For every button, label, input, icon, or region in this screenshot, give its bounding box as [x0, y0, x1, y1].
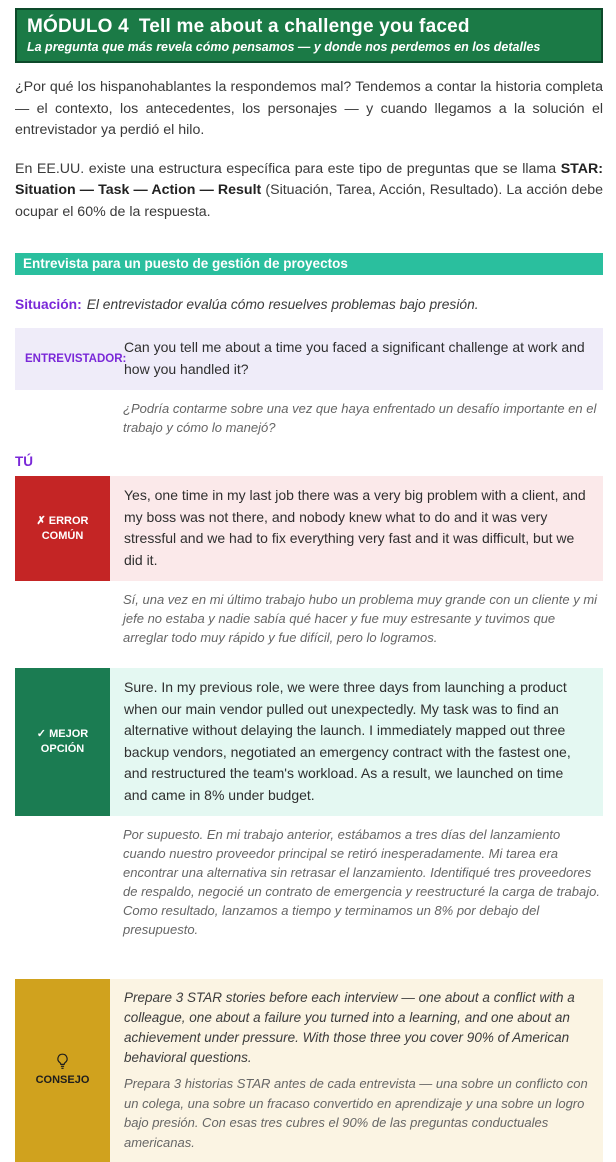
tip-badge	[15, 979, 110, 1162]
common-error-answer-es: Sí, una vez en mi último trabajo hubo un problema muy grande con un cliente y mi jefe no estaba y nadie sabía qué hacer y fue muy estresante y tuvimos que arreglar todo muy rápido y fue difícil, pero lo logramos.	[123, 592, 598, 645]
common-error-row	[15, 476, 603, 581]
intro-p2-prefix: En EE.UU. existe una estructura específica para este tipo de preguntas que se llama	[15, 160, 561, 177]
x-mark-icon: ✗	[36, 514, 46, 527]
lightbulb-icon	[56, 1053, 69, 1071]
you-label: TÚ	[15, 454, 33, 469]
interviewer-row	[15, 328, 603, 390]
tip-row	[15, 979, 603, 1162]
scenario-line	[15, 297, 603, 312]
better-option-answer-en: Sure. In my previous role, we were three days from launching a product when our main vendor pulled out unexpectedly. My task was to find an alternative without delaying the launch. I immediately mapped out three backup vendors, negotiated an emergency contract with the fastest one, and restructured the team's workload. As a result, we launched on time and came in 8% under budget.	[110, 668, 603, 816]
tip-text-en: Prepare 3 STAR stories before each interview — one about a conflict with a colleague, one about a failure you turned into a learning, and one about an achievement under pressure. With those three you cover 90% of American behavioral questions.	[124, 990, 575, 1065]
tip-label: CONSEJO	[35, 1074, 90, 1086]
better-option-answer-es: Por supuesto. En mi trabajo anterior, estábamos a tres días del lanzamiento cuando nuestro proveedor principal se retiró inesperadamente. Mi tarea era encontrar una alternativa sin retrasar el lanzamiento. Identifiqué tres proveedores de respaldo, negocié un contrato de emergencia y reestructuré la carga de trabajo. Como resultado, lanzamos a tiempo y terminamos un 8% por debajo del presupuesto.	[123, 827, 600, 937]
better-option-badge-line1	[37, 727, 88, 742]
section-title-bar: Entrevista para un puesto de gestión de proyectos	[15, 253, 603, 275]
common-error-answer-en: Yes, one time in my last job there was a very big problem with a client, and my boss was not there, and nobody knew what to do and it was very stressful and we had to fix everything very fast and it was difficult, but we did it.	[110, 476, 603, 581]
intro-section	[15, 77, 603, 223]
better-option-row	[15, 668, 603, 816]
better-option-label-1: MEJOR	[49, 728, 89, 740]
module-number-label: MÓDULO 4	[27, 16, 129, 37]
common-error-label-2: COMÚN	[41, 529, 84, 542]
module-title-text: Tell me about a challenge you faced	[138, 16, 470, 37]
intro-paragraph-2	[15, 159, 603, 224]
common-error-badge	[15, 476, 110, 581]
interviewer-question-es: ¿Podría contarme sobre una vez que haya enfrentado un desafío importante en el trabajo y cómo lo manejó?	[123, 401, 597, 435]
intro-p2-star-bold: STAR: Situation — Task — Action — Result	[15, 160, 603, 198]
module-subtitle: La pregunta que más revela cómo pensamos — y donde nos perdemos en los detalles	[27, 40, 541, 54]
module-header	[15, 8, 603, 63]
scenario-text: El entrevistador evalúa cómo resuelves problemas bajo presión.	[86, 297, 479, 312]
tip-content	[110, 979, 603, 1162]
better-option-label-2: OPCIÓN	[40, 743, 85, 755]
check-mark-icon: ✓	[36, 728, 47, 740]
intro-p2-suffix: (Situación, Tarea, Acción, Resultado). La acción debe ocupar el 60% de la respuesta.	[15, 182, 603, 220]
interviewer-label: ENTREVISTADOR:	[25, 352, 127, 365]
better-option-badge	[15, 668, 110, 816]
common-error-label-1: ERROR	[48, 514, 89, 527]
interviewer-question-en: Can you tell me about a time you faced a significant challenge at work and how you handled it?	[124, 339, 585, 377]
intro-paragraph-1: ¿Por qué los hispanohablantes la respondemos mal? Tendemos a contar la historia completa — el contexto, los antecedentes, los personajes — y cuando llegamos a la solución el entrevistador ya perdió el hilo.	[15, 79, 603, 138]
common-error-badge-line1	[36, 514, 88, 529]
module-title	[27, 14, 591, 39]
scenario-label: Situación:	[15, 297, 82, 312]
tip-text-es: Prepara 3 historias STAR antes de cada entrevista — una sobre un conflicto con un colega, una sobre un fracaso convertido en aprendizaje y una sobre un logro bajo presión. Con esas tres cubres el 90% de las preguntas conductuales americanas.	[124, 1076, 588, 1150]
